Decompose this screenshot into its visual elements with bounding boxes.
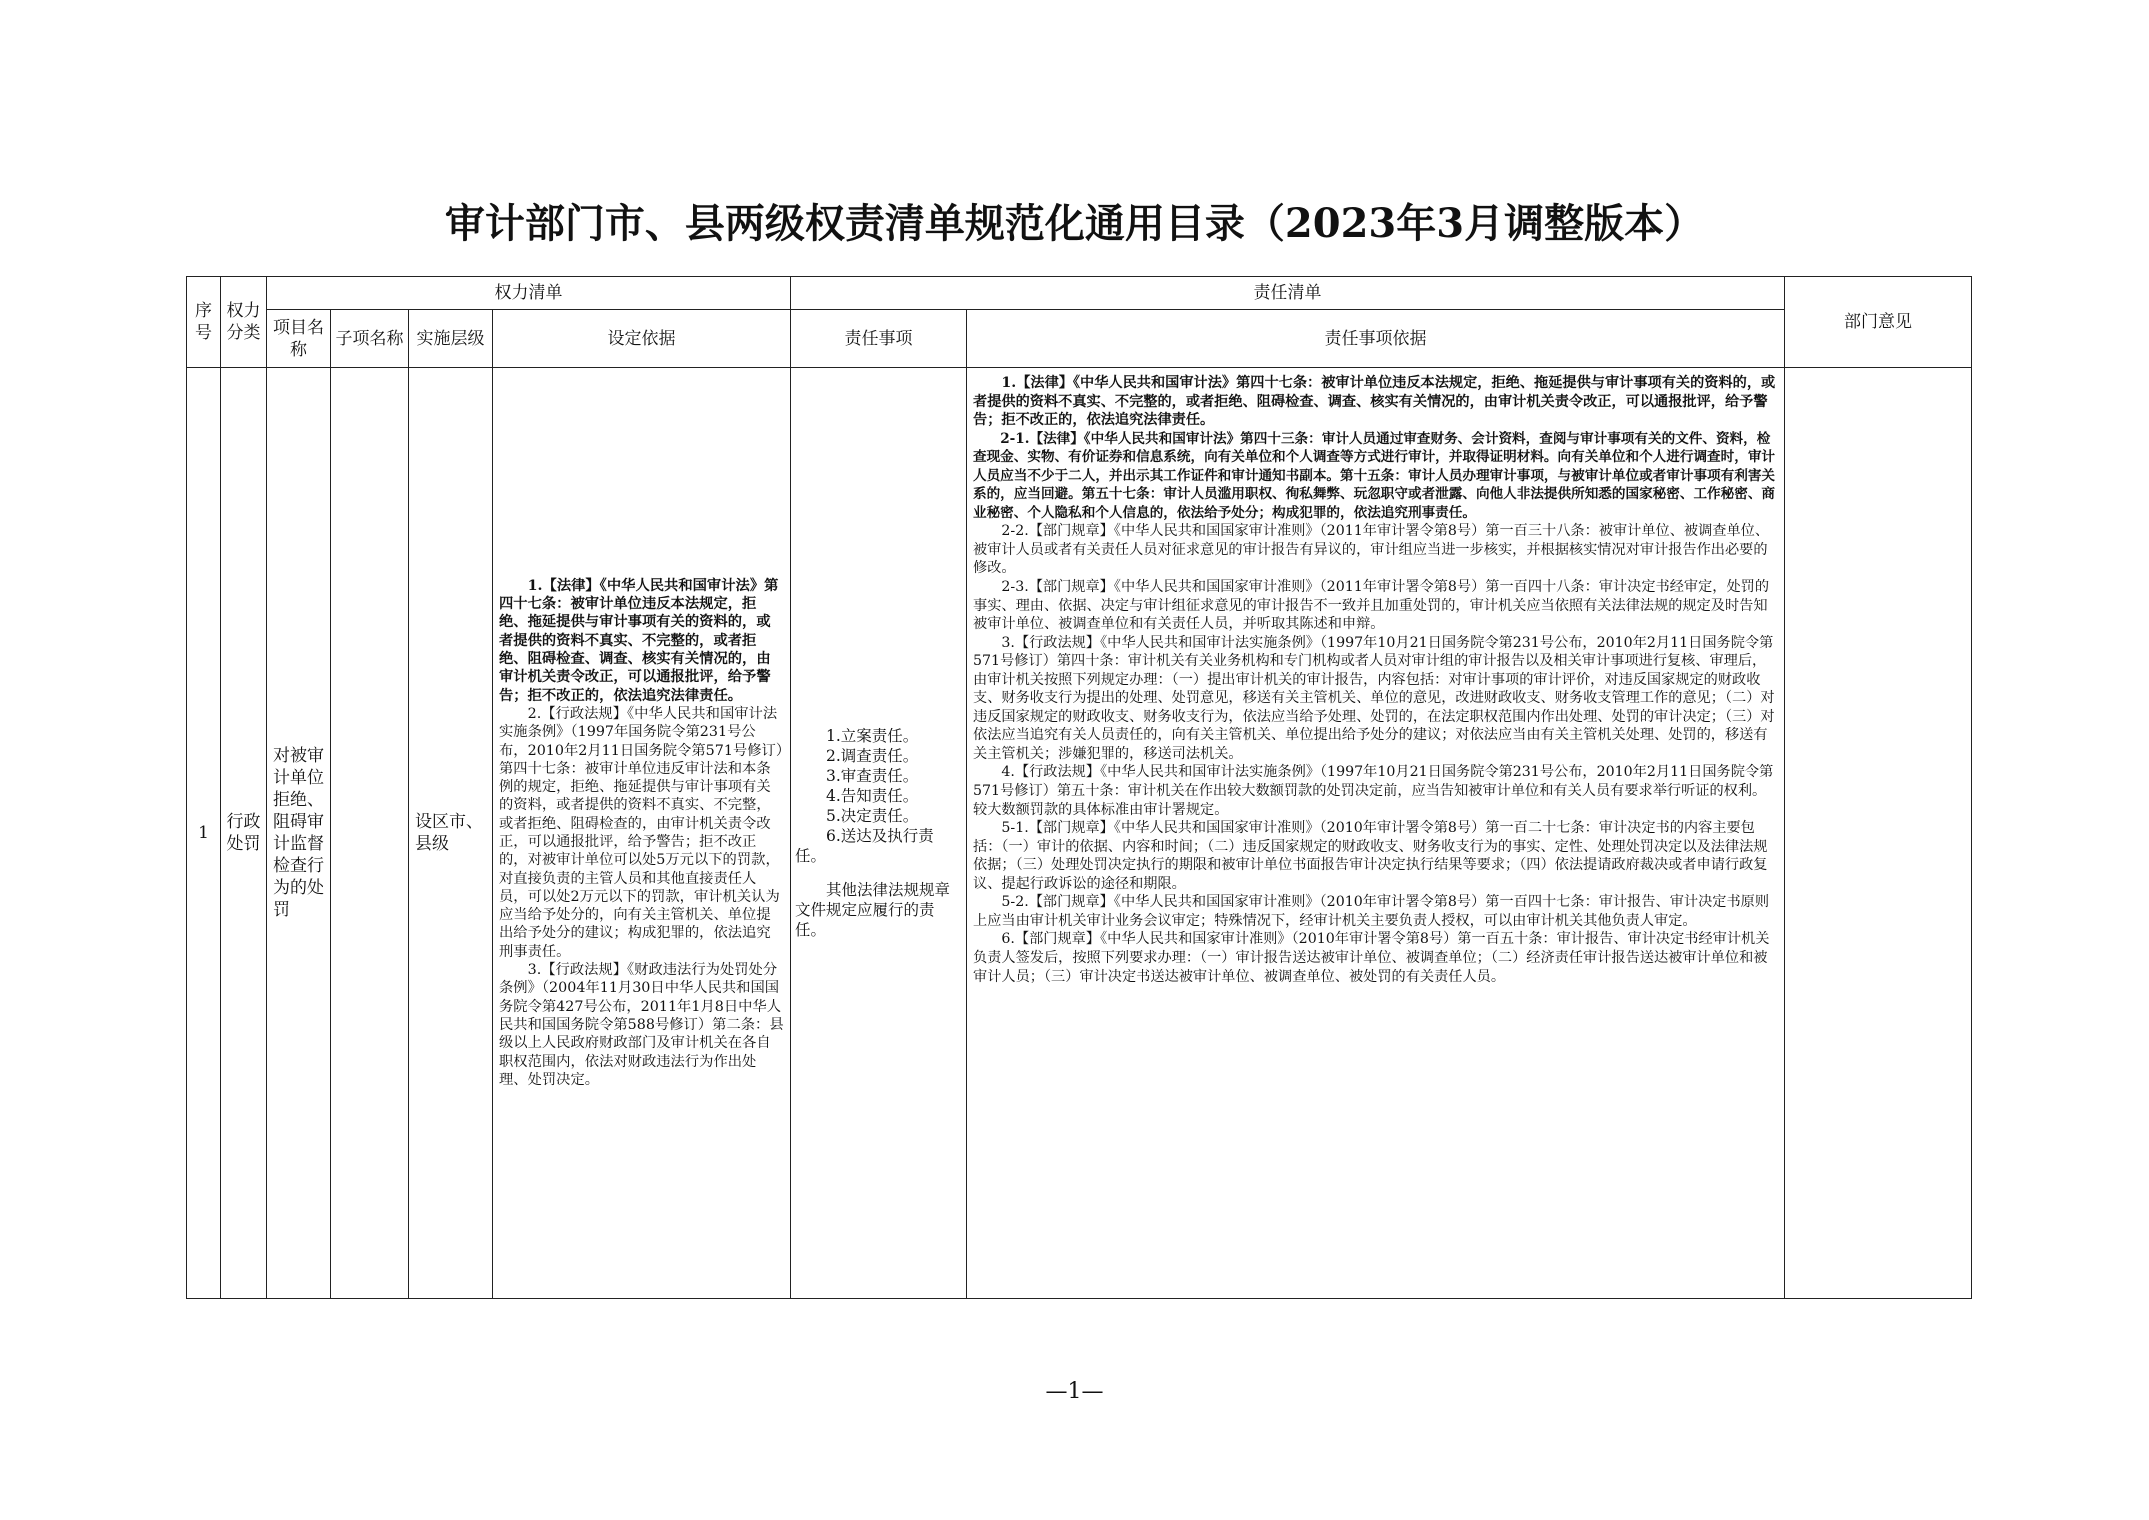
cell-resp-items [791,368,967,1299]
header-item-name: 项目名称 [267,310,331,368]
cell-level: 设区市、县级 [409,368,493,1299]
header-resp-basis: 责任事项依据 [967,310,1785,368]
page-title: 审计部门市、县两级权责清单规范化通用目录（2023年3月调整版本） [444,200,1705,247]
resp-item: 6.送达及执行责任。 [795,827,934,865]
catalog-table [186,276,1972,1299]
cell-category: 行政处罚 [221,368,267,1299]
resp-basis-paragraph: 3.【行政法规】《中华人民共和国审计法实施条例》（1997年10月21日国务院令第231号公布，2010年2月11日国务院令第571号修订）第四十条：审计机关有关业务机构和专门机构或者人员对审计组的审计报告以及相关审计事项进行复核、审理后，由审计机关按照下列规定办理：（一）提出审计机关的审计报告，内容包括：对审计事项的审计评价，对违反国家规定的财政收支、财务收支行为提出的处理、处罚意见，移送有关主管机关、单位的意见，改进财政收支、财务收支管理工作的意见；（二）对违反国家规定的财政收支、财务收支行为，依法应当给予处理、处罚的，在法定职权范围内作出处理、处罚的审计决定；（三）对依法应当追究有关人员责任的，向有关主管机关、单位提出给予处分的建议；对依法应当由有关主管机关处理、处罚的，移送有关主管机关；涉嫌犯罪的，移送司法机关。 [973,634,1775,762]
cell-basis [493,368,791,1299]
header-resp-list: 责任清单 [791,277,1785,310]
header-basis: 设定依据 [493,310,791,368]
resp-basis-paragraph: 4.【行政法规】《中华人民共和国审计法实施条例》（1997年10月21日国务院令第231号公布，2010年2月11日国务院令第571号修订）第五十条：审计机关在作出较大数额罚款的处罚决定前，应当告知被审计单位和有关人员有要求举行听证的权利。较大数额罚款的具体标准由审计署规定。 [973,764,1774,818]
resp-basis-paragraph: 5-1.【部门规章】《中华人民共和国国家审计准则》（2010年审计署令第8号）第一百二十七条：审计决定书的内容主要包括：（一）审计的依据、内容和时间；（二）违反国家规定的财政收支、财务收支行为的事实、定性、处理处罚决定以及法律法规依据；（三）处理处罚决定执行的期限和被审计单位书面报告审计决定执行结果等要求；（四）依法提请政府裁决或者申请行政复议、提起行政诉讼的途径和期限。 [973,820,1768,892]
resp-item: 1.立案责任。 [826,727,919,745]
resp-item: 3.审查责任。 [826,767,919,785]
cell-seq: 1 [187,368,221,1299]
cell-resp-basis [967,368,1785,1299]
resp-item: 4.告知责任。 [826,787,919,805]
resp-basis-paragraph: 2-1.【法律】《中华人民共和国审计法》第四十三条：审计人员通过审查财务、会计资料，查阅与审计事项有关的文件、资料，检查现金、实物、有价证券和信息系统，向有关单位和个人调查等方式进行审计，并取得证明材料。向有关单位和个人进行调查时，审计人员应当不少于二人，并出示其工作证件和审计通知书副本。第十五条：审计人员办理审计事项，与被审计单位或者审计事项有利害关系的，应当回避。第五十七条：审计人员滥用职权、徇私舞弊、玩忽职守或者泄露、向他人非法提供所知悉的国家秘密、工作秘密、商业秘密、个人隐私和个人信息的，依法给予处分；构成犯罪的，依法追究刑事责任。 [973,430,1776,521]
header-opinion: 部门意见 [1785,277,1972,368]
resp-item: 2.调查责任。 [826,747,919,765]
header-resp-items: 责任事项 [791,310,967,368]
table-row [187,368,1972,1299]
resp-basis-paragraph: 1.【法律】《中华人民共和国审计法》第四十七条：被审计单位违反本法规定，拒绝、拖延提供与审计事项有关的资料的，或者提供的资料不真实、不完整的，或者拒绝、阻碍检查、调查、核实有关情况的，由审计机关责令改正，可以通报批评，给予警告；拒不改正的，依法追究法律责任。 [973,375,1776,429]
cell-item-name: 对被审计单位拒绝、阻碍审计监督检查行为的处罚 [267,368,331,1299]
header-seq: 序号 [187,277,221,368]
header-category: 权力分类 [221,277,267,368]
header-level: 实施层级 [409,310,493,368]
resp-item: 5.决定责任。 [826,807,919,825]
resp-item: 其他法律法规规章文件规定应履行的责任。 [795,881,951,939]
basis-paragraph: 3.【行政法规】《财政违法行为处罚处分条例》（2004年11月30日中华人民共和国国务院令第427号公布，2011年1月8日中华人民共和国国务院令第588号修订）第二条：县级以上人民政府财政部门及审计机关在各自职权范围内，依法对财政违法行为作出处理、处罚决定。 [499,962,784,1088]
resp-basis-paragraph: 2-2.【部门规章】《中华人民共和国国家审计准则》（2011年审计署令第8号）第一百三十八条：被审计单位、被调查单位、被审计人员或者有关责任人员对征求意见的审计报告有异议的，审计组应当进一步核实，并根据核实情况对审计报告作出必要的修改。 [973,523,1770,577]
header-sub-item: 子项名称 [331,310,409,368]
resp-basis-paragraph: 6.【部门规章】《中华人民共和国家审计准则》（2010年审计署令第8号）第一百五十条：审计报告、审计决定书经审计机关负责人签发后，按照下列要求办理：（一）审计报告送达被审计单位、被调查单位；（二）经济责任审计报告送达被审计单位和被审计人员；（三）审计决定书送达被审计单位、被调查单位、被处罚的有关责任人员。 [973,931,1770,985]
page-number: —1— [1045,1379,1104,1404]
header-power-list: 权力清单 [267,277,791,310]
basis-paragraph: 1.【法律】《中华人民共和国审计法》第四十七条：被审计单位违反本法规定，拒绝、拖延提供与审计事项有关的资料的，或者提供的资料不真实、不完整的，或者拒绝、阻碍检查、调查、核实有关情况的，由审计机关责令改正，可以通报批评，给予警告；拒不改正的，依法追究法律责任。 [499,577,779,704]
cell-opinion [1785,368,1972,1299]
resp-basis-paragraph: 2-3.【部门规章】《中华人民共和国国家审计准则》（2011年审计署令第8号）第一百四十八条：审计决定书经审定，处罚的事实、理由、依据、决定与审计组征求意见的审计报告不一致并且加重处罚的，审计机关应当依照有关法律法规的规定及时告知被审计单位、被调查单位和有关责任人员，并听取其陈述和申辩。 [973,579,1770,633]
basis-paragraph: 2.【行政法规】《中华人民共和国审计法实施条例》（1997年国务院令第231号公布，2010年2月11日国务院令第571号修订）第四十七条：被审计单位违反审计法和本条例的规定，拒绝、拖延提供与审计事项有关的资料，或者提供的资料不真实、不完整，或者拒绝、阻碍检查的，由审计机关责令改正，可以通报批评，给予警告；拒不改正的，对被审计单位可以处5万元以下的罚款，对直接负责的主管人员和其他直接责任人员，可以处2万元以下的罚款，审计机关认为应当给予处分的，向有关主管机关、单位提出给予处分的建议；构成犯罪的，依法追究刑事责任。 [499,705,783,960]
cell-sub-item [331,368,409,1299]
resp-basis-paragraph: 5-2.【部门规章】《中华人民共和国国家审计准则》（2010年审计署令第8号）第一百四十七条：审计报告、审计决定书原则上应当由审计机关审计业务会议审定；特殊情况下，经审计机关主要负责人授权，可以由审计机关其他负责人审定。 [973,894,1770,929]
